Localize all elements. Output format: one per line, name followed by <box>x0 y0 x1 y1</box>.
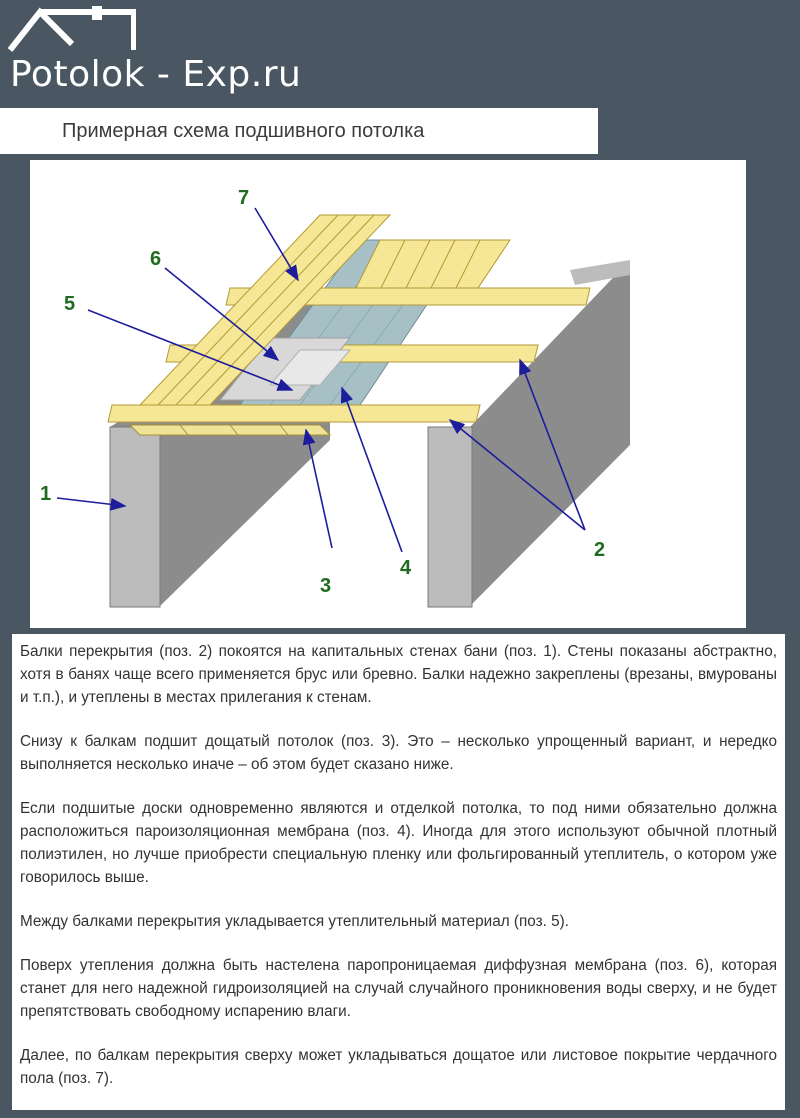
callout-6: 6 <box>150 248 162 270</box>
paragraph-vapor-barrier: Если подшитые доски одновременно являются и отделкой потолка, то под ними обязательно должна расположиться пароизоляционная мембрана (поз. 4). Иногда для этого используют обычной плотный полиэтилен, но лучше приобрести специальную пленку или фольгированный утеплитель, о котором уже говорилось выше. <box>20 800 777 886</box>
paragraph-diffusion-membrane: Поверх утепления должна быть настелена паропроницаемая диффузная мембрана (поз. 6), которая станет для него надежной гидроизоляцией на случай случайного проникновения воды сверху, и не будет препятствовать свободному испарению влаги. <box>20 957 777 1020</box>
ceiling-diagram-svg <box>30 160 746 628</box>
site-name[interactable]: Potolok - Exp.ru <box>10 54 302 95</box>
callout-1: 1 <box>40 483 52 505</box>
callout-2: 2 <box>594 539 606 561</box>
page-title: Примерная схема подшивного потолка <box>62 120 425 142</box>
ceiling-boards <box>130 425 330 435</box>
callout-7: 7 <box>238 187 250 209</box>
description-panel <box>12 634 785 1110</box>
title-bar <box>0 108 598 154</box>
callout-4: 4 <box>400 557 412 579</box>
paragraph-beams: Балки перекрытия (поз. 2) покоятся на капитальных стенах бани (поз. 1). Стены показаны абстрактно, хотя в банях чаще всего применяется брус или бревно. Балки надежно закреплены (врезаны, вмурованы и т.п.), и утеплены в местах прилегания к стенам. <box>20 643 777 706</box>
house-roof-icon <box>6 4 136 60</box>
callout-5: 5 <box>64 293 76 315</box>
callout-3: 3 <box>320 575 332 597</box>
paragraph-ceiling: Снизу к балкам подшит дощатый потолок (поз. 3). Это – несколько упрощенный вариант, и нередко выполняется несколько иначе – об этом будет сказано ниже. <box>20 733 777 773</box>
paragraph-insulation: Между балками перекрытия укладывается утеплительный материал (поз. 5). <box>20 913 569 930</box>
paragraph-attic-floor: Далее, по балкам перекрытия сверху может укладываться дощатое или листовое покрытие чердачного пола (поз. 7). <box>20 1047 777 1087</box>
ceiling-diagram <box>30 160 746 628</box>
